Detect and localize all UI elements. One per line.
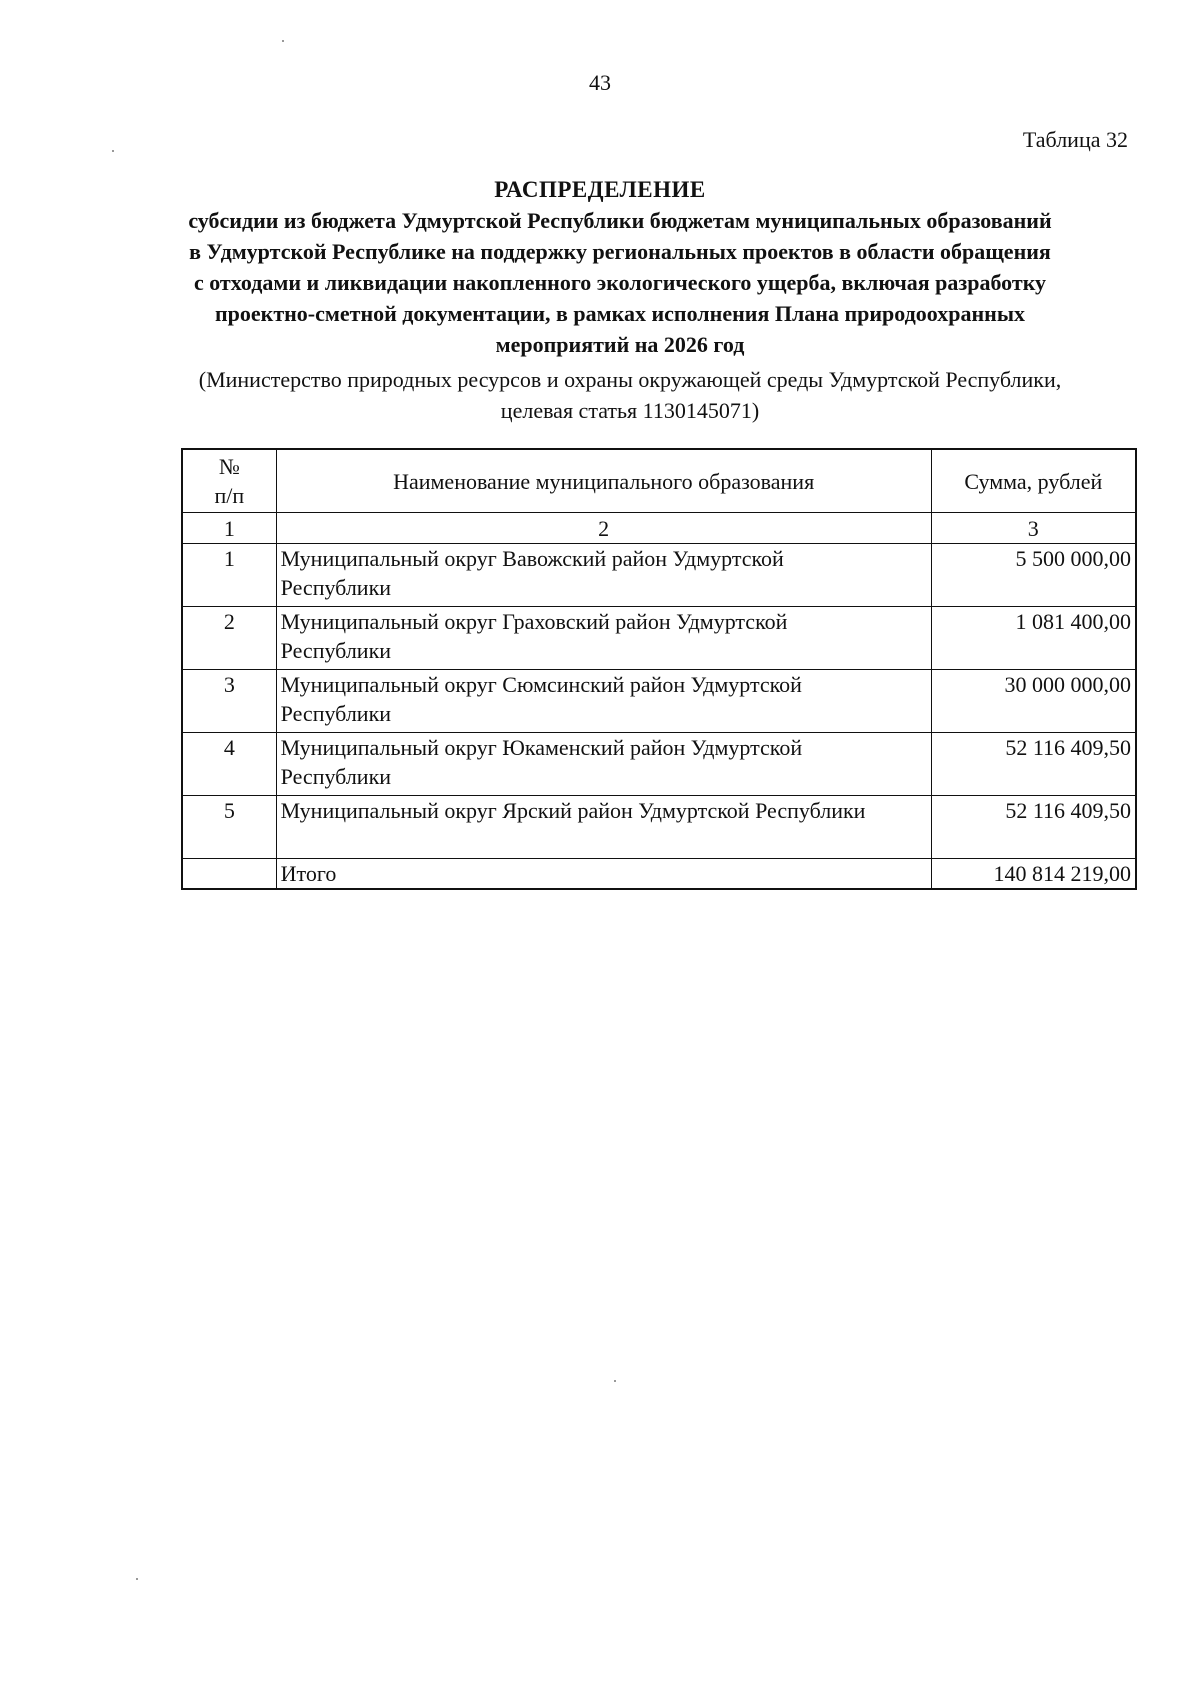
- header-number-abbr: п/п: [214, 483, 245, 508]
- subtitle-line: субсидии из бюджета Удмуртской Республики бюджетам муниципальных образований: [188, 208, 1052, 233]
- row-name-line: Муниципальный округ Вавожский район Удмуртской: [280, 546, 784, 571]
- row-sum: 1 081 400,00: [931, 607, 1136, 670]
- scan-speck: [112, 150, 114, 152]
- scan-speck: [136, 1578, 138, 1580]
- header-number-sign: №: [218, 454, 240, 479]
- table-row: [182, 607, 1136, 670]
- row-name-line: Муниципальный округ Ярский район Удмуртской Республики: [280, 798, 866, 823]
- column-index-row: [182, 513, 1136, 544]
- subtitle-line: мероприятий на 2026 год: [495, 332, 745, 357]
- total-label: Итого: [276, 859, 931, 890]
- document-subtitle: [170, 205, 1070, 360]
- row-number: 1: [182, 544, 276, 607]
- row-name: [276, 670, 931, 733]
- row-number: 5: [182, 796, 276, 859]
- row-number: 2: [182, 607, 276, 670]
- subtitle-line: в Удмуртской Республике на поддержку региональных проектов в области обращения: [189, 239, 1051, 264]
- row-number: 4: [182, 733, 276, 796]
- column-index-cell: 3: [931, 513, 1136, 544]
- document-title: РАСПРЕДЕЛЕНИЕ: [494, 177, 706, 202]
- row-name-line: Республики: [280, 575, 392, 600]
- scan-speck: [282, 40, 284, 42]
- table-row: [182, 796, 1136, 859]
- header-sum: Сумма, рублей: [931, 449, 1136, 513]
- table-label: Таблица 32: [1022, 127, 1128, 152]
- table-row: [182, 670, 1136, 733]
- ministry-line: (Министерство природных ресурсов и охраны окружающей среды Удмуртской Республики,: [198, 367, 1062, 392]
- row-name-line: Республики: [280, 764, 392, 789]
- total-number: [182, 859, 276, 890]
- total-sum: 140 814 219,00: [931, 859, 1136, 890]
- total-row: [182, 859, 1136, 890]
- column-index-cell: 2: [276, 513, 931, 544]
- row-name-line: Муниципальный округ Юкаменский район Удмуртской: [280, 735, 803, 760]
- ministry-line: целевая статья 1130145071): [500, 398, 760, 423]
- table-header-row: [182, 449, 1136, 513]
- row-name-line: Республики: [280, 638, 392, 663]
- row-sum: 5 500 000,00: [931, 544, 1136, 607]
- column-index-cell: 1: [182, 513, 276, 544]
- distribution-table: [181, 448, 1137, 890]
- row-sum: 52 116 409,50: [931, 796, 1136, 859]
- table-row: [182, 544, 1136, 607]
- scan-speck: [614, 1380, 616, 1382]
- row-name: [276, 733, 931, 796]
- header-name: Наименование муниципального образования: [276, 449, 931, 513]
- row-name: [276, 607, 931, 670]
- row-number: 3: [182, 670, 276, 733]
- subtitle-line: проектно-сметной документации, в рамках исполнения Плана природоохранных: [214, 301, 1026, 326]
- row-name-line: Муниципальный округ Сюмсинский район Удмуртской: [280, 672, 802, 697]
- row-name-line: Муниципальный округ Граховский район Удмуртской: [280, 609, 788, 634]
- row-name-line: Республики: [280, 701, 392, 726]
- header-number: [182, 449, 276, 513]
- subtitle-line: с отходами и ликвидации накопленного экологического ущерба, включая разработку: [193, 270, 1047, 295]
- row-name: [276, 544, 931, 607]
- row-sum: 30 000 000,00: [931, 670, 1136, 733]
- row-sum: 52 116 409,50: [931, 733, 1136, 796]
- ministry-note: [150, 364, 1110, 426]
- table-row: [182, 733, 1136, 796]
- row-name: [276, 796, 931, 859]
- page-number: 43: [589, 70, 611, 95]
